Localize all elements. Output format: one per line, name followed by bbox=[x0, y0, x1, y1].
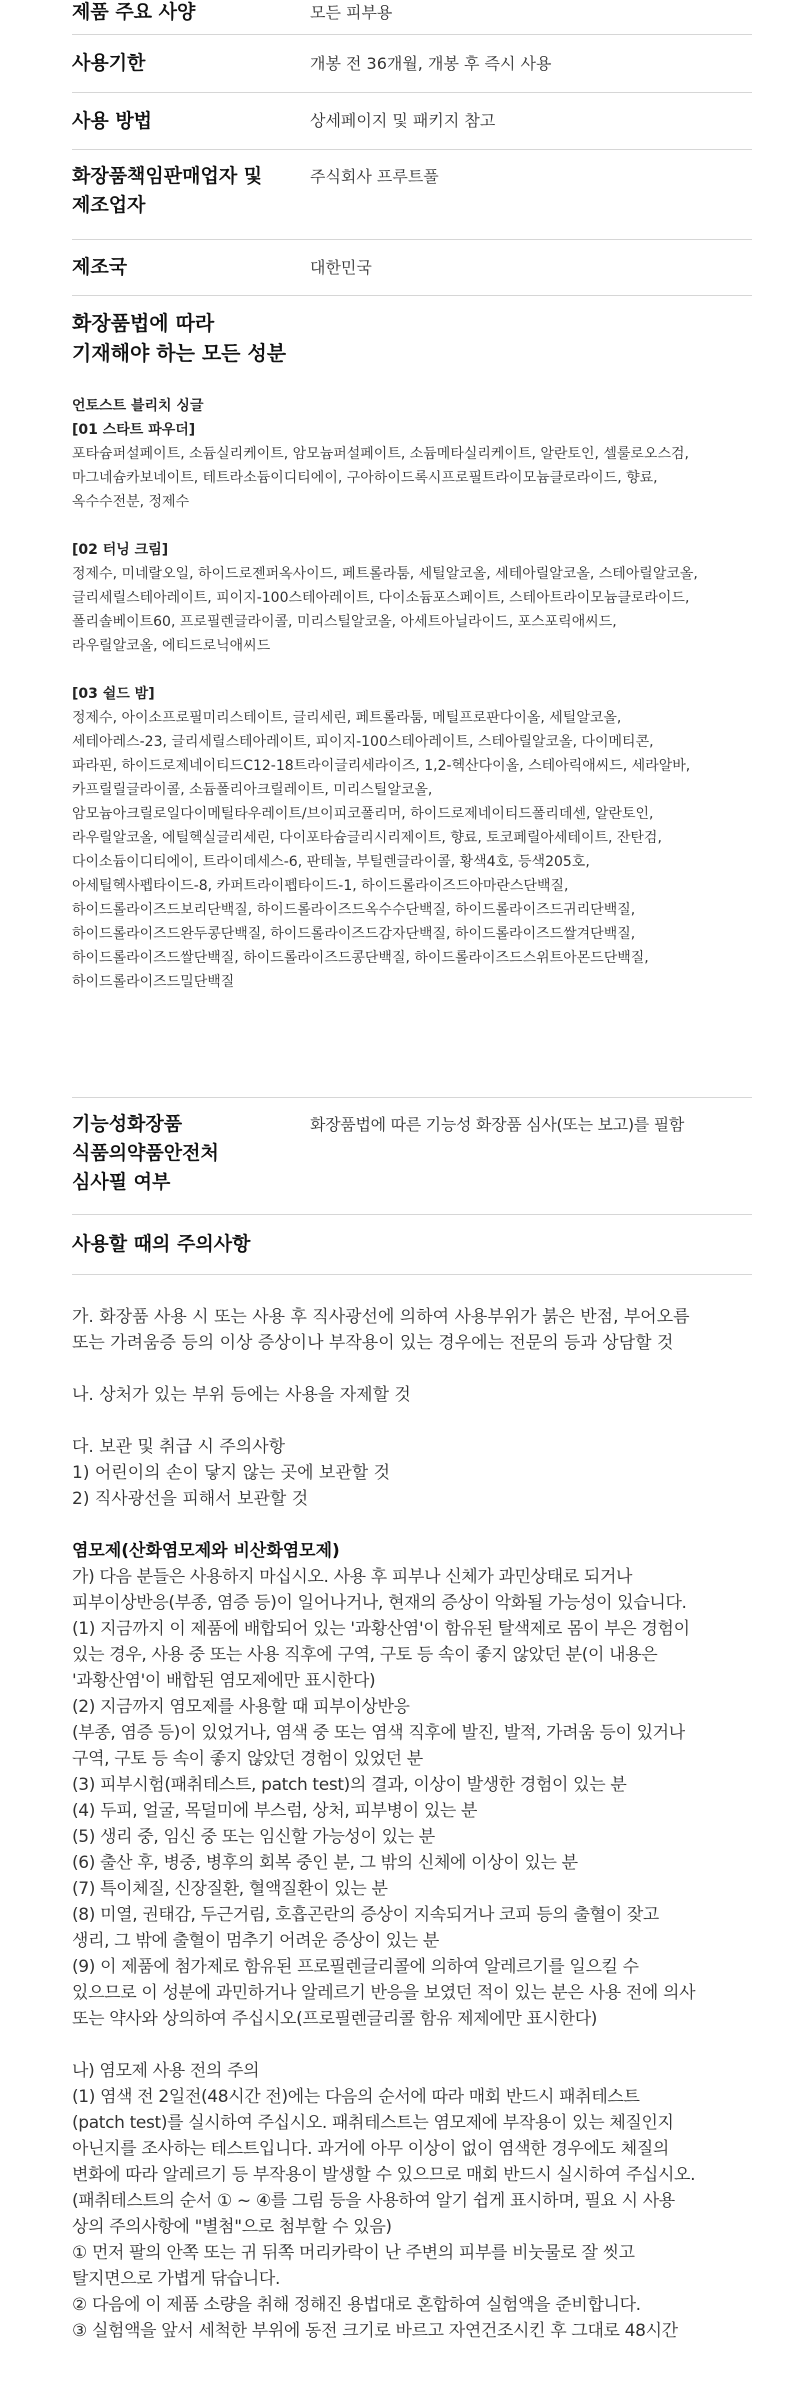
dye-line: 상의 주의사항에 "별첨"으로 첨부할 수 있음) bbox=[72, 2217, 392, 2237]
ingredient-line: 카프릴릴글라이콜, 소듐폴리아크릴레이트, 미리스틸알코올, bbox=[72, 782, 433, 798]
ingredients-list bbox=[72, 394, 752, 994]
ingredients-section bbox=[72, 308, 752, 994]
dye-line: (1) 지금까지 이 제품에 배합되어 있는 '과황산염'이 함유된 탈색제로 몸이 부은 경험이 bbox=[72, 1619, 690, 1639]
dye-line: (6) 출산 후, 병중, 병후의 회복 중인 분, 그 밖의 신체에 이상이 있는 분 bbox=[72, 1853, 578, 1873]
ingredient-line: 다이소듐이디티에이, 트라이데세스-6, 판테놀, 부틸렌글라이콜, 황색4호, 등색205호, bbox=[72, 854, 590, 870]
ingredient-line: 암모늄아크릴로일다이메틸타우레이트/브이피코폴리머, 하이드로제네이티드폴리데센, 알란토인, bbox=[72, 806, 654, 822]
dye-line: (patch test)를 실시하여 주십시오. 패취테스트는 염모제에 부작용이 있는 체질인지 bbox=[72, 2113, 674, 2133]
dye-line: 변화에 따라 알레르기 등 부작용이 발생할 수 있으므로 매회 반드시 실시하여 주십시오. bbox=[72, 2165, 696, 2185]
caution-item bbox=[72, 1434, 752, 1512]
ingredient-line: 정제수, 아이소프로필미리스테이트, 글리세린, 페트롤라툼, 메틸프로판다이올, 세틸알코올, bbox=[72, 710, 622, 726]
spec-label bbox=[72, 162, 310, 220]
spec-label bbox=[72, 253, 310, 282]
dye-line: 생리, 그 밖에 출혈이 멈추기 어려운 증상이 있는 분 bbox=[72, 1931, 439, 1951]
spec-value: 대한민국 bbox=[310, 257, 372, 277]
caution-line: 다. 보관 및 취급 시 주의사항 bbox=[72, 1437, 286, 1457]
spec-row bbox=[72, 150, 752, 240]
caution-section bbox=[72, 1220, 752, 2344]
spec-row bbox=[72, 93, 752, 150]
dye-line: '과황산염'이 배합된 염모제에만 표시한다) bbox=[72, 1671, 376, 1691]
ingredient-line: 포타슘퍼설페이트, 소듐실리케이트, 암모늄퍼설페이트, 소듐메타실리케이트, 알란토인, 셀룰로오스검, bbox=[72, 446, 689, 462]
caution-line: 가. 화장품 사용 시 또는 사용 후 직사광선에 의하여 사용부위가 붉은 반점, 부어오름 bbox=[72, 1307, 690, 1327]
dye-line: (7) 특이체질, 신장질환, 혈액질환이 있는 분 bbox=[72, 1879, 388, 1899]
dye-line: 탈지면으로 가볍게 닦습니다. bbox=[72, 2269, 281, 2289]
dye-para-ga bbox=[72, 1564, 752, 2032]
spec-label-line: 제품 주요 사양 bbox=[72, 1, 196, 23]
spec-row bbox=[72, 35, 752, 93]
spec-value: 주식회사 프루트풀 bbox=[310, 167, 439, 186]
ingredients-title-line: 기재해야 하는 모든 성분 bbox=[72, 341, 287, 365]
caution-line: 또는 가려움증 등의 이상 증상이나 부작용이 있는 경우에는 전문의 등과 상담할 것 bbox=[72, 1333, 674, 1353]
caution-line: 2) 직사광선을 피해서 보관할 것 bbox=[72, 1489, 309, 1509]
ingredient-line: 정제수, 미네랄오일, 하이드로젠퍼옥사이드, 페트롤라툼, 세틸알코올, 세테아릴알코올, 스테아릴알코올, bbox=[72, 566, 698, 582]
functional-label-line: 식품의약품안전처 bbox=[72, 1142, 219, 1164]
dye-line: 있으므로 이 성분에 과민하거나 알레르기 반응을 보였던 적이 있는 분은 사용 전에 의사 bbox=[72, 1983, 696, 2003]
ingredient-group-name: [03 쉴드 밤] bbox=[72, 686, 155, 702]
spec-label-line: 화장품책임판매업자 및 bbox=[72, 165, 263, 187]
dye-title: 염모제(산화염모제와 비산화염모제) bbox=[72, 1541, 340, 1561]
spec-label bbox=[72, 49, 310, 78]
spec-label-line: 제조국 bbox=[72, 256, 128, 278]
spec-label-line: 사용기한 bbox=[72, 52, 146, 74]
dye-line: 구역, 구토 등 속이 좋지 않았던 경험이 있었던 분 bbox=[72, 1749, 423, 1769]
dye-line: (3) 피부시험(패취테스트, patch test)의 결과, 이상이 발생한 경험이 있는 분 bbox=[72, 1775, 627, 1795]
caution-item bbox=[72, 1382, 752, 1408]
dye-line: ① 먼저 팔의 안쪽 또는 귀 뒤쪽 머리카락이 난 주변의 피부를 비눗물로 잘 씻고 bbox=[72, 2243, 635, 2263]
functional-label-line: 심사필 여부 bbox=[72, 1171, 171, 1193]
ingredient-line: 하이드롤라이즈드보리단백질, 하이드롤라이즈드옥수수단백질, 하이드롤라이즈드귀리단백질, bbox=[72, 902, 636, 918]
dye-line: (5) 생리 중, 임신 중 또는 임신할 가능성이 있는 분 bbox=[72, 1827, 435, 1847]
ingredients-title bbox=[72, 308, 752, 368]
dye-line: (1) 염색 전 2일전(48시간 전)에는 다음의 순서에 따라 매회 반드시 패취테스트 bbox=[72, 2087, 640, 2107]
ingredient-line: 폴리솔베이트60, 프로필렌글라이콜, 미리스틸알코올, 아세트아닐라이드, 포스포릭애씨드, bbox=[72, 614, 617, 630]
ingredient-line: 라우릴알코올, 에티드로닉애씨드 bbox=[72, 638, 271, 654]
ingredient-line: 옥수수전분, 정제수 bbox=[72, 494, 190, 510]
dye-line: ② 다음에 이 제품 소량을 취해 정해진 용법대로 혼합하여 실험액을 준비합니다. bbox=[72, 2295, 641, 2315]
functional-value: 화장품법에 따른 기능성 화장품 심사(또는 보고)를 필함 bbox=[310, 1115, 685, 1134]
functional-label-line: 기능성화장품 bbox=[72, 1113, 183, 1135]
ingredient-line: 라우릴알코올, 에틸헥실글리세린, 다이포타슘글리시리제이트, 향료, 토코페릴아세테이트, 잔탄검, bbox=[72, 830, 662, 846]
dye-line: 나) 염모제 사용 전의 주의 bbox=[72, 2061, 260, 2081]
ingredients-title-line: 화장품법에 따라 bbox=[72, 311, 215, 335]
spec-row bbox=[72, 240, 752, 296]
ingredient-line: 하이드롤라이즈드쌀단백질, 하이드롤라이즈드콩단백질, 하이드롤라이즈드스위트아몬드단백질, bbox=[72, 950, 649, 966]
caution-line: 1) 어린이의 손이 닿지 않는 곳에 보관할 것 bbox=[72, 1463, 391, 1483]
spec-label bbox=[72, 0, 310, 27]
divider bbox=[72, 1274, 752, 1275]
functional-row bbox=[72, 1097, 752, 1215]
dye-line: (패취테스트의 순서 ① ~ ④를 그림 등을 사용하여 알기 쉽게 표시하며, 필요 시 사용 bbox=[72, 2191, 675, 2211]
dye-line: (부종, 염증 등)이 있었거나, 염색 중 또는 염색 직후에 발진, 발적, 가려움 등이 있거나 bbox=[72, 1723, 685, 1743]
ingredient-line: 세테아레스-23, 글리세릴스테아레이트, 피이지-100스테아레이트, 스테아릴알코올, 다이메티콘, bbox=[72, 734, 654, 750]
dye-line: 피부이상반응(부종, 염증 등)이 일어나거나, 현재의 증상이 악화될 가능성이 있습니다. bbox=[72, 1593, 687, 1613]
ingredient-line: 아세틸헥사펩타이드-8, 카퍼트라이펩타이드-1, 하이드롤라이즈드아마란스단백질, bbox=[72, 878, 569, 894]
ingredient-line: 글리세릴스테아레이트, 피이지-100스테아레이트, 다이소듐포스페이트, 스테아트라이모늄클로라이드, bbox=[72, 590, 690, 606]
dye-line: 가) 다음 분들은 사용하지 마십시오. 사용 후 피부나 신체가 과민상태로 되거나 bbox=[72, 1567, 633, 1587]
spec-value: 개봉 전 36개월, 개봉 후 즉시 사용 bbox=[310, 53, 552, 73]
spec-row bbox=[72, 0, 752, 35]
dye-para-na bbox=[72, 2058, 752, 2344]
spec-label-line: 사용 방법 bbox=[72, 109, 153, 132]
dye-line: (2) 지금까지 염모제를 사용할 때 피부이상반응 bbox=[72, 1697, 410, 1717]
product-name: 언토스트 블리치 싱글 bbox=[72, 398, 204, 414]
functional-label bbox=[72, 1110, 310, 1214]
dye-line: (4) 두피, 얼굴, 목덜미에 부스럼, 상처, 피부병이 있는 분 bbox=[72, 1801, 478, 1821]
caution-title: 사용할 때의 주의사항 bbox=[72, 1233, 251, 1255]
dye-line: (8) 미열, 권태감, 두근거림, 호흡곤란의 증상이 지속되거나 코피 등의 출혈이 잦고 bbox=[72, 1905, 659, 1925]
dye-line: 있는 경우, 사용 중 또는 사용 직후에 구역, 구토 등 속이 좋지 않았던 분(이 내용은 bbox=[72, 1645, 658, 1665]
caution-line: 나. 상처가 있는 부위 등에는 사용을 자제할 것 bbox=[72, 1385, 411, 1405]
spec-value: 모든 피부용 bbox=[310, 3, 393, 22]
spec-label-line: 제조업자 bbox=[72, 194, 146, 216]
dye-line: 또는 약사와 상의하여 주십시오(프로필렌글리콜 함유 제제에만 표시한다) bbox=[72, 2009, 598, 2029]
spec-value: 상세페이지 및 패키지 참고 bbox=[310, 111, 496, 130]
ingredient-line: 하이드롤라이즈드완두콩단백질, 하이드롤라이즈드감자단백질, 하이드롤라이즈드쌀겨단백질, bbox=[72, 926, 636, 942]
dye-line: (9) 이 제품에 첨가제로 함유된 프로필렌글리콜에 의하여 알레르기를 일으킬 수 bbox=[72, 1957, 639, 1977]
dye-line: ③ 실험액을 앞서 세척한 부위에 동전 크기로 바르고 자연건조시킨 후 그대로 48시간 bbox=[72, 2321, 678, 2341]
ingredient-line: 파라핀, 하이드로제네이티드C12-18트라이글리세라이즈, 1,2-헥산다이올, 스테아릭애씨드, 세라알바, bbox=[72, 758, 691, 774]
ingredient-group-name: [02 터닝 크림] bbox=[72, 542, 169, 558]
ingredient-group-name: [01 스타트 파우더] bbox=[72, 422, 196, 438]
caution-item bbox=[72, 1304, 752, 1356]
dye-line: 아닌지를 조사하는 테스트입니다. 과거에 아무 이상이 없이 염색한 경우에도 체질의 bbox=[72, 2139, 669, 2159]
ingredient-line: 마그네슘카보네이트, 테트라소듐이디티에이, 구아하이드록시프로필트라이모늄클로라이드, 향료, bbox=[72, 470, 658, 486]
spec-label bbox=[72, 107, 310, 136]
spec-table bbox=[72, 0, 752, 296]
ingredient-line: 하이드롤라이즈드밀단백질 bbox=[72, 974, 235, 990]
